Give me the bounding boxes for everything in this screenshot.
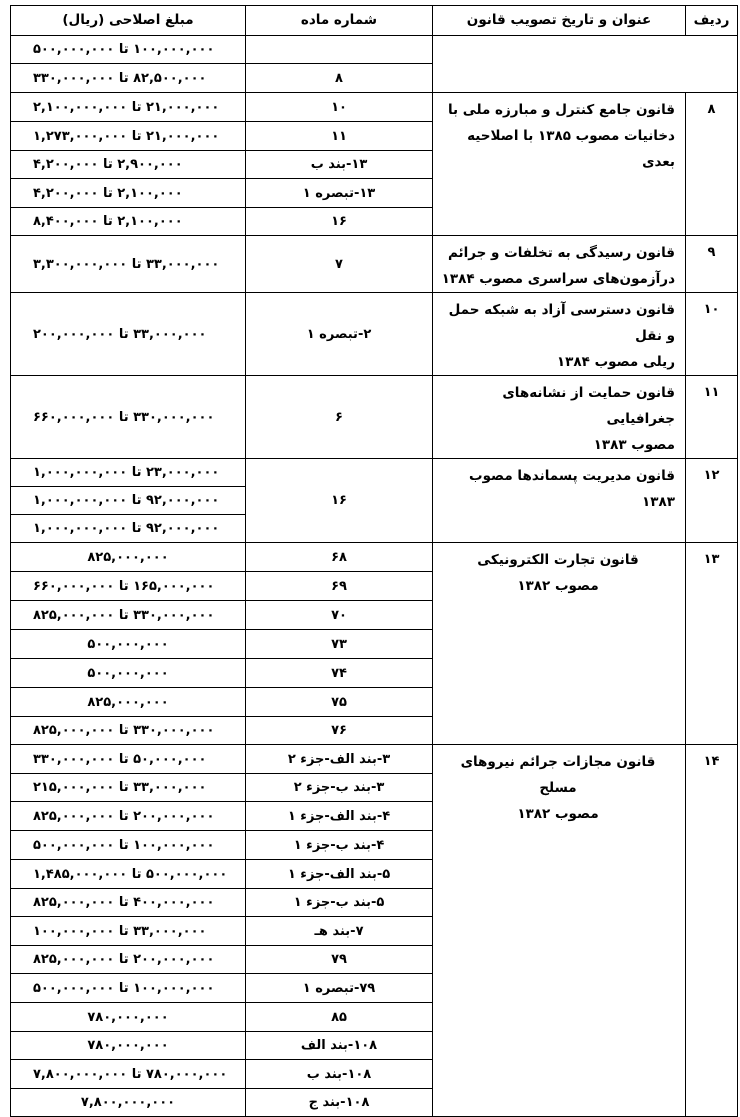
article-cell: ۷۴ xyxy=(246,659,433,688)
article-cell: ۷۶ xyxy=(246,717,433,745)
law-title-line: دخانیات مصوب ۱۳۸۵ با اصلاحیه بعدی xyxy=(467,128,675,170)
header-row xyxy=(11,6,738,36)
article-cell: ۷۵ xyxy=(246,688,433,717)
header-amended-amount: مبلغ اصلاحی (ریال) xyxy=(11,6,246,36)
article-cell xyxy=(246,36,433,64)
amount-cell: ۵۰,۰۰۰,۰۰۰ تا ۳۳۰,۰۰۰,۰۰۰ xyxy=(11,745,246,774)
table-row xyxy=(11,93,738,122)
law-title-cell xyxy=(433,745,686,1117)
header-law-title: عنوان و تاریخ تصویب قانون xyxy=(433,6,686,36)
amount-cell: ۸۲۵,۰۰۰,۰۰۰ xyxy=(11,543,246,572)
article-cell: ۷۳ xyxy=(246,630,433,659)
amount-cell: ۸۲,۵۰۰,۰۰۰ تا ۳۳۰,۰۰۰,۰۰۰ xyxy=(11,64,246,93)
law-title-line: ریلی مصوب ۱۳۸۴ xyxy=(556,354,675,370)
article-cell: ۷۹ xyxy=(246,946,433,974)
row-number-cell: ۱۳ xyxy=(686,543,738,745)
row-number-cell: ۱۲ xyxy=(686,459,738,543)
law-title-cell xyxy=(433,293,686,376)
article-cell: ۷ xyxy=(246,236,433,293)
amount-cell: ۱۶۵,۰۰۰,۰۰۰ تا ۶۶۰,۰۰۰,۰۰۰ xyxy=(11,572,246,601)
continued-law-cell xyxy=(433,36,738,93)
table-row xyxy=(11,376,738,459)
penalty-amendment-table-page xyxy=(10,5,737,1110)
amount-cell: ۳۳۰,۰۰۰,۰۰۰ تا ۶۶۰,۰۰۰,۰۰۰ xyxy=(11,376,246,459)
amount-cell: ۹۲,۰۰۰,۰۰۰ تا ۱,۰۰۰,۰۰۰,۰۰۰ xyxy=(11,487,246,515)
row-number-cell: ۹ xyxy=(686,236,738,293)
amount-cell: ۲۳,۰۰۰,۰۰۰ تا ۱,۰۰۰,۰۰۰,۰۰۰ xyxy=(11,459,246,487)
article-cell: ۱۰۸-بند الف xyxy=(246,1032,433,1060)
article-cell: ۶۸ xyxy=(246,543,433,572)
amount-cell: ۳۳,۰۰۰,۰۰۰ تا ۱۰۰,۰۰۰,۰۰۰ xyxy=(11,917,246,946)
amount-cell: ۷۸۰,۰۰۰,۰۰۰ xyxy=(11,1032,246,1060)
row-number-cell: ۱۰ xyxy=(686,293,738,376)
article-cell: ۵-بند ب-جزء ۱ xyxy=(246,889,433,917)
article-cell: ۱۰۸-بند ب xyxy=(246,1060,433,1089)
law-title-line: مصوب ۱۳۸۳ xyxy=(593,437,675,453)
article-cell: ۳-بند الف-جزء ۲ xyxy=(246,745,433,774)
amount-cell: ۲۰۰,۰۰۰,۰۰۰ تا ۸۲۵,۰۰۰,۰۰۰ xyxy=(11,946,246,974)
law-title-cell xyxy=(433,376,686,459)
amount-cell: ۴۰۰,۰۰۰,۰۰۰ تا ۸۲۵,۰۰۰,۰۰۰ xyxy=(11,889,246,917)
amount-cell: ۷۸۰,۰۰۰,۰۰۰ تا ۷,۸۰۰,۰۰۰,۰۰۰ xyxy=(11,1060,246,1089)
article-cell: ۲-تبصره ۱ xyxy=(246,293,433,376)
law-title-cell xyxy=(433,93,686,236)
article-cell: ۱۳-تبصره ۱ xyxy=(246,179,433,208)
table-row xyxy=(11,293,738,376)
amount-cell: ۷۸۰,۰۰۰,۰۰۰ xyxy=(11,1003,246,1032)
amount-cell: ۳۳۰,۰۰۰,۰۰۰ تا ۸۲۵,۰۰۰,۰۰۰ xyxy=(11,717,246,745)
header-row-number: ردیف xyxy=(686,6,738,36)
table-row xyxy=(11,36,738,64)
amount-cell: ۵۰۰,۰۰۰,۰۰۰ تا ۱,۴۸۵,۰۰۰,۰۰۰ xyxy=(11,860,246,889)
article-cell: ۵-بند الف-جزء ۱ xyxy=(246,860,433,889)
article-cell: ۸ xyxy=(246,64,433,93)
article-cell: ۷-بند هـ xyxy=(246,917,433,946)
header-article-number: شماره ماده xyxy=(246,6,433,36)
article-cell: ۶۹ xyxy=(246,572,433,601)
amount-cell: ۲,۹۰۰,۰۰۰ تا ۴,۲۰۰,۰۰۰ xyxy=(11,151,246,179)
amount-cell: ۱۰۰,۰۰۰,۰۰۰ تا ۵۰۰,۰۰۰,۰۰۰ xyxy=(11,831,246,860)
table-row xyxy=(11,745,738,774)
amount-cell: ۵۰۰,۰۰۰,۰۰۰ xyxy=(11,659,246,688)
amount-cell: ۲,۱۰۰,۰۰۰ تا ۴,۲۰۰,۰۰۰ xyxy=(11,179,246,208)
row-number-cell: ۱۴ xyxy=(686,745,738,1117)
amount-cell: ۳۳,۰۰۰,۰۰۰ تا ۳,۳۰۰,۰۰۰,۰۰۰ xyxy=(11,236,246,293)
amount-cell: ۲۱,۰۰۰,۰۰۰ تا ۲,۱۰۰,۰۰۰,۰۰۰ xyxy=(11,93,246,122)
table-body xyxy=(11,36,738,1117)
amount-cell: ۲۰۰,۰۰۰,۰۰۰ تا ۸۲۵,۰۰۰,۰۰۰ xyxy=(11,802,246,831)
article-cell: ۴-بند الف-جزء ۱ xyxy=(246,802,433,831)
amount-cell: ۳۳۰,۰۰۰,۰۰۰ تا ۸۲۵,۰۰۰,۰۰۰ xyxy=(11,601,246,630)
law-title-line: قانون حمایت از نشانه‌های جغرافیایی xyxy=(502,385,675,427)
table-row xyxy=(11,459,738,487)
law-title-line: قانون رسیدگی به تخلفات و جرائم xyxy=(447,245,675,261)
article-cell: ۳-بند ب-جزء ۲ xyxy=(246,774,433,802)
amount-cell: ۵۰۰,۰۰۰,۰۰۰ xyxy=(11,630,246,659)
row-number-cell: ۸ xyxy=(686,93,738,236)
amount-cell: ۳۳,۰۰۰,۰۰۰ تا ۲۱۵,۰۰۰,۰۰۰ xyxy=(11,774,246,802)
law-title-cell xyxy=(433,543,686,745)
article-cell: ۱۳-بند ب xyxy=(246,151,433,179)
article-cell: ۶ xyxy=(246,376,433,459)
penalty-amendment-table xyxy=(10,5,738,1117)
law-title-line: قانون مدیریت پسماندها مصوب ۱۳۸۳ xyxy=(469,468,675,510)
law-title-line: قانون دسترسی آزاد به شبکه حمل و نقل xyxy=(448,302,675,344)
row-number-cell: ۱۱ xyxy=(686,376,738,459)
amount-cell: ۳۳,۰۰۰,۰۰۰ تا ۲۰۰,۰۰۰,۰۰۰ xyxy=(11,293,246,376)
law-title-line: قانون مجازات جرائم نیروهای مسلح xyxy=(460,754,656,796)
law-title-line: قانون تجارت الکترونیکی xyxy=(477,552,639,568)
amount-cell: ۲,۱۰۰,۰۰۰ تا ۸,۴۰۰,۰۰۰ xyxy=(11,208,246,236)
table-row xyxy=(11,543,738,572)
article-cell: ۱۰ xyxy=(246,93,433,122)
amount-cell: ۱۰۰,۰۰۰,۰۰۰ تا ۵۰۰,۰۰۰,۰۰۰ xyxy=(11,36,246,64)
law-title-cell xyxy=(433,236,686,293)
article-cell: ۴-بند ب-جزء ۱ xyxy=(246,831,433,860)
amount-cell: ۲۱,۰۰۰,۰۰۰ تا ۱,۲۷۳,۰۰۰,۰۰۰ xyxy=(11,122,246,151)
law-title-line: مصوب ۱۳۸۲ xyxy=(517,806,599,822)
article-cell: ۷۹-تبصره ۱ xyxy=(246,974,433,1003)
amount-cell: ۱۰۰,۰۰۰,۰۰۰ تا ۵۰۰,۰۰۰,۰۰۰ xyxy=(11,974,246,1003)
law-title-line: قانون جامع کنترل و مبارزه ملی با xyxy=(447,102,675,118)
law-title-line: درآزمون‌های سراسری مصوب ۱۳۸۴ xyxy=(441,271,675,287)
article-cell: ۱۰۸-بند ج xyxy=(246,1089,433,1117)
amount-cell: ۷,۸۰۰,۰۰۰,۰۰۰ xyxy=(11,1089,246,1117)
article-cell: ۸۵ xyxy=(246,1003,433,1032)
law-title-cell xyxy=(433,459,686,543)
article-cell: ۱۱ xyxy=(246,122,433,151)
amount-cell: ۸۲۵,۰۰۰,۰۰۰ xyxy=(11,688,246,717)
article-cell: ۱۶ xyxy=(246,208,433,236)
amount-cell: ۹۲,۰۰۰,۰۰۰ تا ۱,۰۰۰,۰۰۰,۰۰۰ xyxy=(11,515,246,543)
article-cell: ۱۶ xyxy=(246,459,433,543)
article-cell: ۷۰ xyxy=(246,601,433,630)
table-row xyxy=(11,236,738,293)
law-title-line: مصوب ۱۳۸۲ xyxy=(517,578,599,594)
